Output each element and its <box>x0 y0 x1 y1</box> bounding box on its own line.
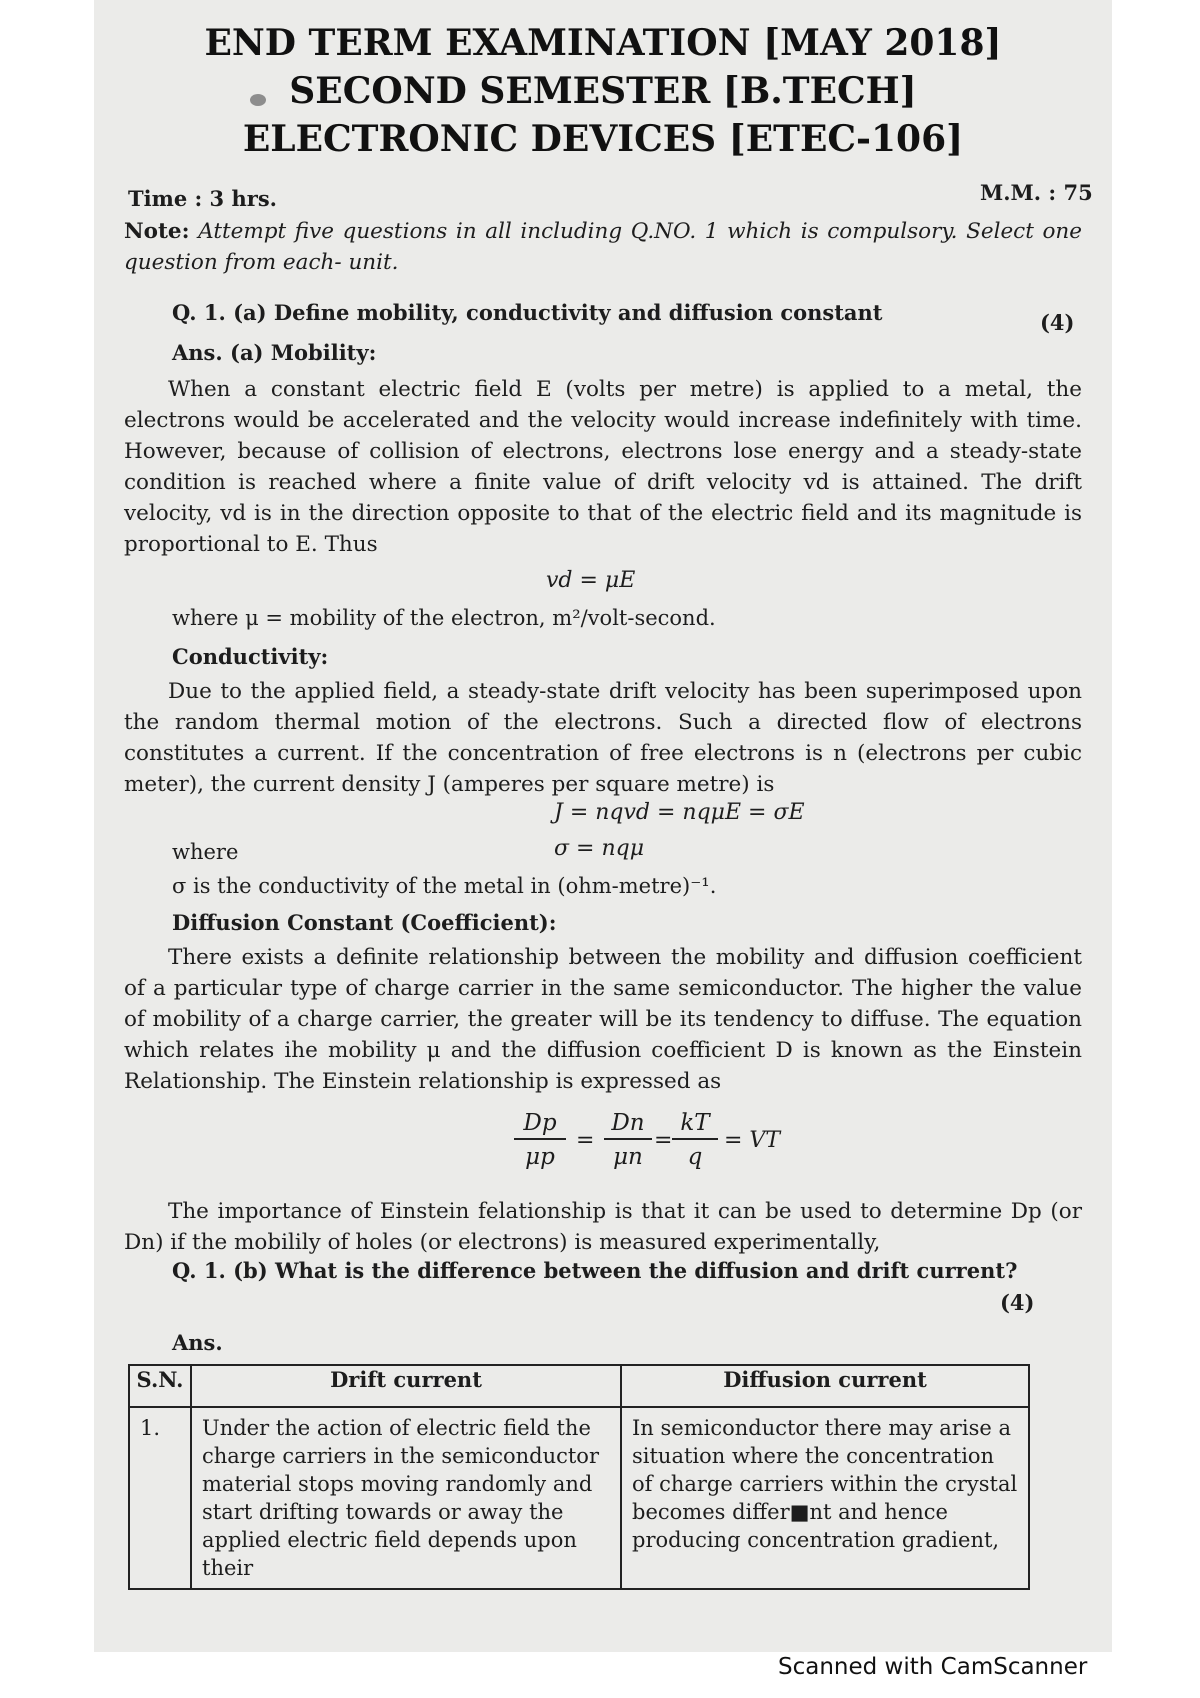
subject-title: ELECTRONIC DEVICES [ETEC-106] <box>242 118 964 160</box>
current-density-equation: J = nqvd = nqμE = σE <box>554 800 805 825</box>
camscanner-watermark: Scanned with CamScanner <box>778 1654 1088 1680</box>
kt-over-q: $\frac{kT}{q}$ <box>672 1110 718 1170</box>
table-header-row <box>129 1365 1029 1407</box>
comparison-table <box>128 1364 1030 1590</box>
dn-over-mun: $\frac{Dn}{\mu n}$ <box>604 1110 652 1170</box>
row-sn: 1. <box>129 1407 191 1589</box>
header-diffusion: Diffusion current <box>621 1365 1029 1407</box>
semester-title: SECOND SEMESTER [B.TECH] <box>289 70 917 112</box>
diffusion-paragraph: There exists a definite relationship between the mobility and diffusion coefficient of a particular type of charge carrier in the same semiconductor. The higher the value of mobility of a charge carrier, the greater will be its tendency to diffuse. The equation which relates ihe mobility μ and the diffusion coefficient D is known as the Einstein Relationship. The Einstein relationship is expressed as <box>124 945 1082 1094</box>
note-label: Note: <box>124 219 190 244</box>
conductivity-paragraph: Due to the applied field, a steady-state drift velocity has been superimposed upon the random thermal motion of the electrons. Such a directed flow of electrons constitutes a current. If the concentration of free electrons is n (electrons per cubic meter), the current density J (amperes per square metre) is <box>124 679 1082 797</box>
q1a-question: Q. 1. (a) Define mobility, conductivity and diffusion constant <box>172 300 883 325</box>
sigma-equation: σ = nqμ <box>554 836 644 861</box>
conductivity-heading: Conductivity: <box>172 644 329 669</box>
header-sn: S.N. <box>129 1365 191 1407</box>
diffusion-heading: Diffusion Constant (Coefficient): <box>172 910 557 935</box>
note-text: Attempt five questions in all including Q.NO. 1 which is compulsory. Select one question from each- unit. <box>124 219 1082 275</box>
max-marks: M.M. : 75 <box>980 180 1093 205</box>
equals-sign-1: = <box>576 1128 595 1153</box>
exam-title: END TERM EXAMINATION [MAY 2018] <box>204 22 1002 64</box>
mobility-heading: Ans. (a) Mobility: <box>172 340 377 365</box>
mobility-equation: vd = μE <box>546 568 636 593</box>
time-label: Time : 3 hrs. <box>128 186 277 211</box>
q1b-ans: Ans. <box>172 1330 223 1355</box>
where-label: where <box>172 840 239 864</box>
sigma-text: σ is the conductivity of the metal in (ohm-metre)⁻¹. <box>172 874 717 898</box>
q1b-question: Q. 1. (b) What is the difference between the diffusion and drift current? <box>172 1258 1018 1283</box>
equals-sign-2: = <box>654 1128 673 1153</box>
row-drift: Under the action of electric field the charge carriers in the semiconductor material stops moving randomly and start drifting towards or away the applied electric field depends upon their <box>191 1407 621 1589</box>
table-row <box>129 1407 1029 1589</box>
row-diffusion: In semiconductor there may arise a situation where the concentration of charge carriers within the crystal becomes differ■nt and hence producing concentration gradient, <box>621 1407 1029 1589</box>
scanned-page <box>94 0 1112 1652</box>
mobility-where: where μ = mobility of the electron, m²/volt-second. <box>172 606 716 630</box>
dp-over-mup: $\frac{Dp}{\mu p}$ <box>514 1110 566 1170</box>
note <box>124 216 1082 278</box>
importance-paragraph: The importance of Einstein felationship is that it can be used to determine Dp (or Dn) if the mobilily of holes (or electrons) is measured experimentally, <box>124 1199 1082 1255</box>
q1b-marks: (4) <box>1000 1290 1035 1315</box>
header-drift: Drift current <box>191 1365 621 1407</box>
mobility-paragraph: When a constant electric field E (volts per metre) is applied to a metal, the electrons would be accelerated and the velocity would increase indefinitely with time. However, because of collision of electrons, electrons lose energy and a steady-state condition is reached where a finite value of drift velocity vd is attained. The drift velocity, vd is in the direction opposite to that of the electric field and its magnitude is proportional to E. Thus <box>124 377 1082 557</box>
q1a-marks: (4) <box>1040 310 1075 335</box>
thermal-voltage: = VT <box>724 1128 780 1153</box>
